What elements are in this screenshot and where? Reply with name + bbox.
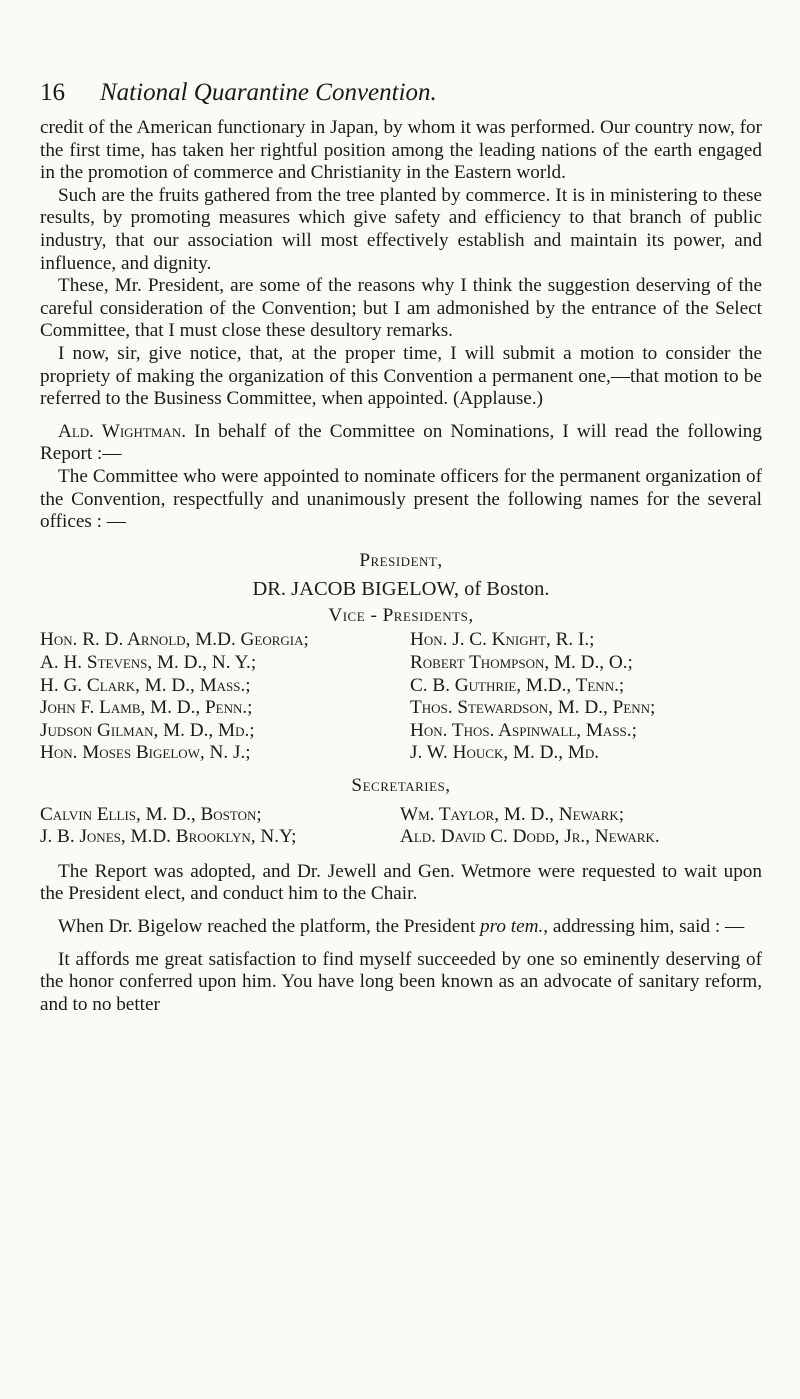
pro-tem-italic: pro tem. (480, 916, 544, 937)
vice-president-entry: Thos. Stewardson, M. D., Penn; (410, 697, 656, 719)
paragraph-8-before: When Dr. Bigelow reached the platform, the President (58, 916, 480, 937)
vice-president-entry: H. G. Clark, M. D., Mass.; (40, 674, 251, 696)
secretary-entry: J. B. Jones, M.D. Brooklyn, N.Y; (40, 826, 297, 848)
paragraph-6: The Committee who were appointed to nominate officers for the permanent organization of the Convention, respectfully and unanimously present the following names for the several offices : — (40, 465, 762, 533)
vice-president-entry: John F. Lamb, M. D., Penn.; (40, 697, 253, 719)
paragraph-3: These, Mr. President, are some of the reasons why I think the suggestion deserving of the careful consideration of the Convention; but I am admonished by the entrance of the Select Committee, that I must close these desultory remarks. (40, 275, 762, 342)
secretaries-right-column (400, 804, 762, 849)
vice-presidents-right-column (410, 629, 762, 765)
president-name: DR. JACOB BIGELOW, of Boston. (252, 578, 550, 601)
paragraph-4: I now, sir, give notice, that, at the proper time, I will submit a motion to consider the propriety of making the organization of this Convention a permanent one,—that motion to be referred to the Business Committee, when appointed. (Applause.) (40, 342, 762, 410)
secretary-entry: Wm. Taylor, M. D., Newark; (400, 803, 625, 825)
vice-presidents-left-column (40, 629, 410, 765)
paragraph-8-after: , addressing him, said : — (543, 916, 745, 937)
page-body (40, 117, 762, 1016)
paragraph-5 (40, 421, 762, 466)
vice-president-entry: Hon. R. D. Arnold, M.D. Georgia; (40, 629, 309, 651)
page-number: 16 (40, 79, 65, 106)
running-title: National Quarantine Convention. (100, 79, 437, 106)
paragraph-8 (40, 916, 762, 939)
vice-president-entry: Hon. Moses Bigelow, N. J.; (40, 742, 251, 764)
vice-presidents-heading: Vice - Presidents, (328, 604, 474, 626)
vice-president-entry: C. B. Guthrie, M.D., Tenn.; (410, 674, 625, 696)
secretary-entry: Ald. David C. Dodd, Jr., Newark. (400, 826, 660, 848)
paragraph-2: Such are the fruits gathered from the tree planted by commerce. It is in ministering to these results, by promoting measures which give safety and efficiency to that branch of public industry, that our association will most effectively establish and maintain its power, and influence, and dignity. (40, 184, 762, 274)
vice-president-entry: J. W. Houck, M. D., Md. (410, 742, 600, 764)
speaker-name: Ald. Wightman. (58, 420, 187, 442)
secretaries-left-column (40, 804, 400, 849)
secretaries-list (40, 804, 762, 849)
paragraph-5-text: In behalf of the Committee on Nominations, I will read the following Report :— (40, 420, 762, 465)
vice-president-entry: Robert Thompson, M. D., O.; (410, 652, 633, 674)
paragraph-7: The Report was adopted, and Dr. Jewell and Gen. Wetmore were requested to wait upon the President elect, and conduct him to the Chair. (40, 860, 762, 905)
paragraph-1: credit of the American functionary in Japan, by whom it was performed. Our country now, for the first time, has taken her rightful position among the leading nations of the earth engaged in the promotion of commerce and Christianity in the Eastern world. (40, 117, 762, 184)
vice-president-entry: Judson Gilman, M. D., Md.; (40, 719, 255, 741)
vice-president-entry: Hon. J. C. Knight, R. I.; (410, 629, 595, 651)
vice-president-entry: A. H. Stevens, M. D., N. Y.; (40, 652, 257, 674)
vice-presidents-list (40, 629, 762, 765)
secretary-entry: Calvin Ellis, M. D., Boston; (40, 803, 262, 825)
president-heading: President, (359, 549, 443, 571)
paragraph-9: It affords me great satisfaction to find myself succeeded by one so eminently deserving of the honor conferred upon him. You have long been known as an advocate of sanitary reform, and to no better (40, 948, 762, 1015)
vice-president-entry: Hon. Thos. Aspinwall, Mass.; (410, 719, 637, 741)
secretaries-heading: Secretaries, (351, 775, 451, 797)
